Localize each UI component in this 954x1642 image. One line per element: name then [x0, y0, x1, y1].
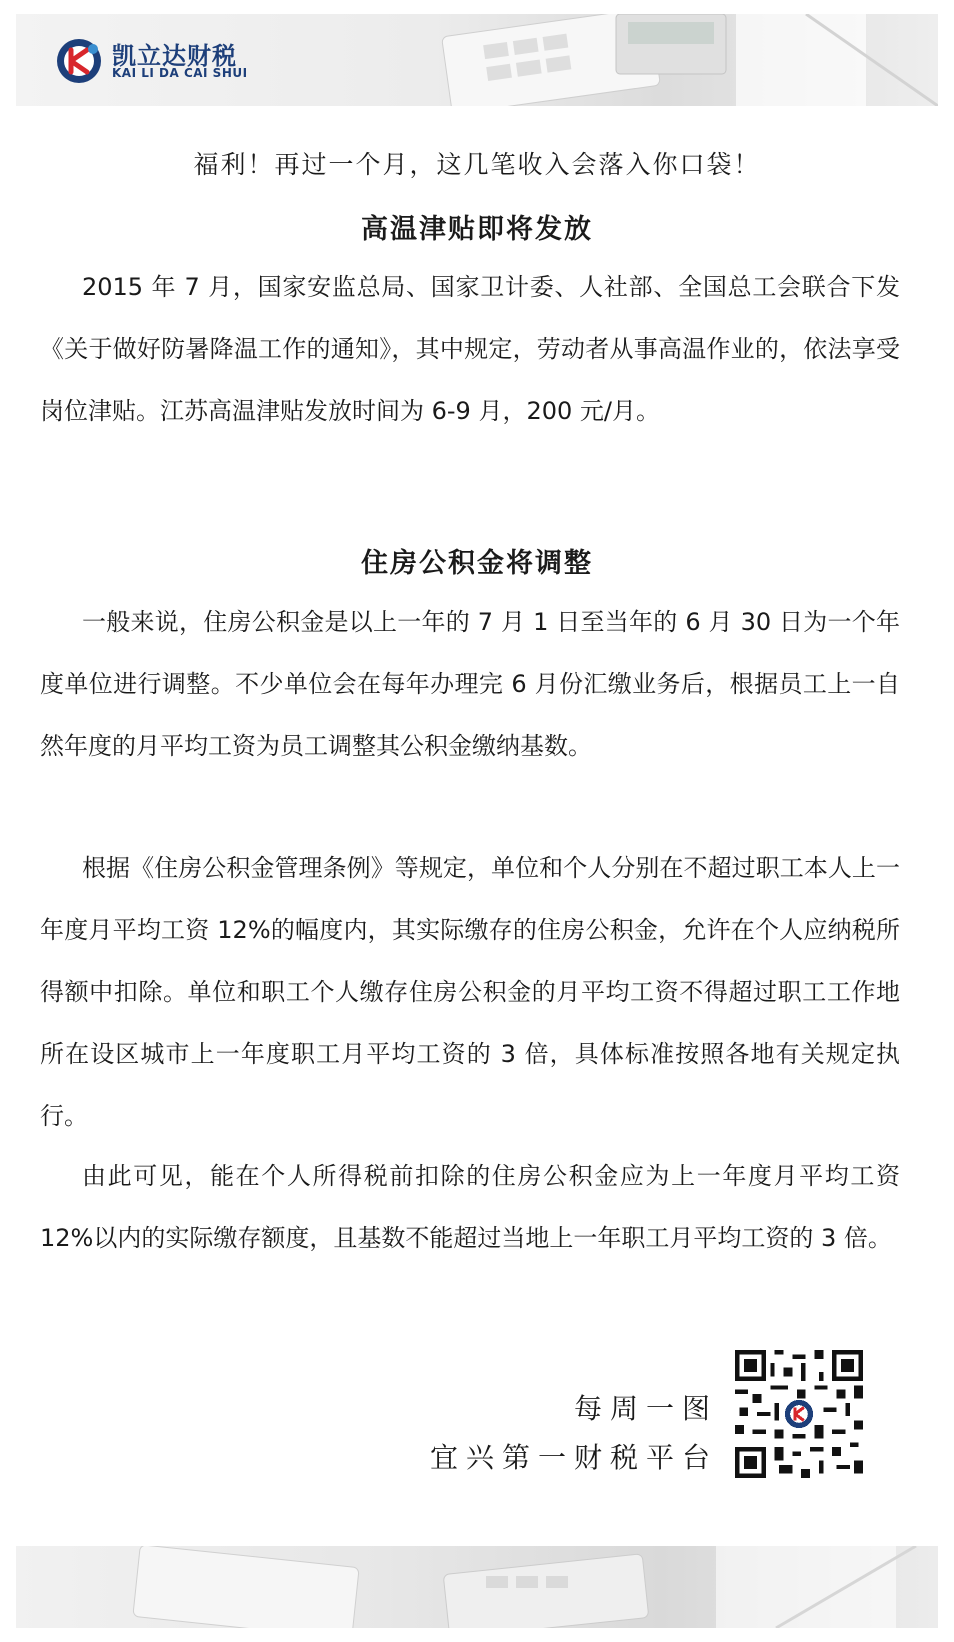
paragraph-high-temp: 2015 年 7 月，国家安监总局、国家卫计委、人社部、全国总工会联合下发《关于做好防暑降温工作的通知》，其中规定，劳动者从事高温作业的，依法享受岗位津贴。江苏高温津贴发放时间为 6-9 月，200 元/月。: [40, 273, 900, 425]
page-headline: 福利！再过一个月，这几笔收入会落入你口袋！: [193, 150, 761, 179]
paragraph-housing-fund-1: 一般来说，住房公积金是以上一年的 7 月 1 日至当年的 6 月 30 日为一个年度单位进行调整。不少单位会在每年办理完 6 月份汇缴业务后，根据员工上一自然年度的月平均工资为员工调整其公积金缴纳基数。: [40, 608, 900, 760]
qr-code-icon: [735, 1350, 863, 1478]
brand-logo-icon: [54, 36, 104, 86]
paragraph-housing-fund-3: 由此可见，能在个人所得税前扣除的住房公积金应为上一年度月平均工资 12%以内的实际缴存额度，且基数不能超过当地上一年职工月平均工资的 3 倍。: [40, 1162, 900, 1252]
slogan-platform: 宜兴第一财税平台: [429, 1441, 718, 1474]
paragraph-housing-fund-2: 根据《住房公积金管理条例》等规定，单位和个人分别在不超过职工本人上一年度月平均工资 12%的幅度内，其实际缴存的住房公积金，允许在个人应纳税所得额中扣除。单位和职工个人缴存住房公积金的月平均工资不得超过职工工作地所在设区城市上一年度职工月平均工资的 3 倍，具体标准按照各地有关规定执行。: [40, 854, 900, 1130]
slogan-weekly: 每周一图: [573, 1392, 718, 1425]
footer-banner: [16, 1546, 938, 1628]
section-title-high-temp: 高温津贴即将发放: [361, 214, 593, 245]
brand-name-en: KAI LI DA CAI SHUI: [112, 66, 248, 80]
section-title-housing-fund: 住房公积金将调整: [361, 548, 593, 579]
brand-name-cn: 凯立达财税: [112, 42, 237, 70]
calculator-decoration-footer: [16, 1546, 938, 1628]
